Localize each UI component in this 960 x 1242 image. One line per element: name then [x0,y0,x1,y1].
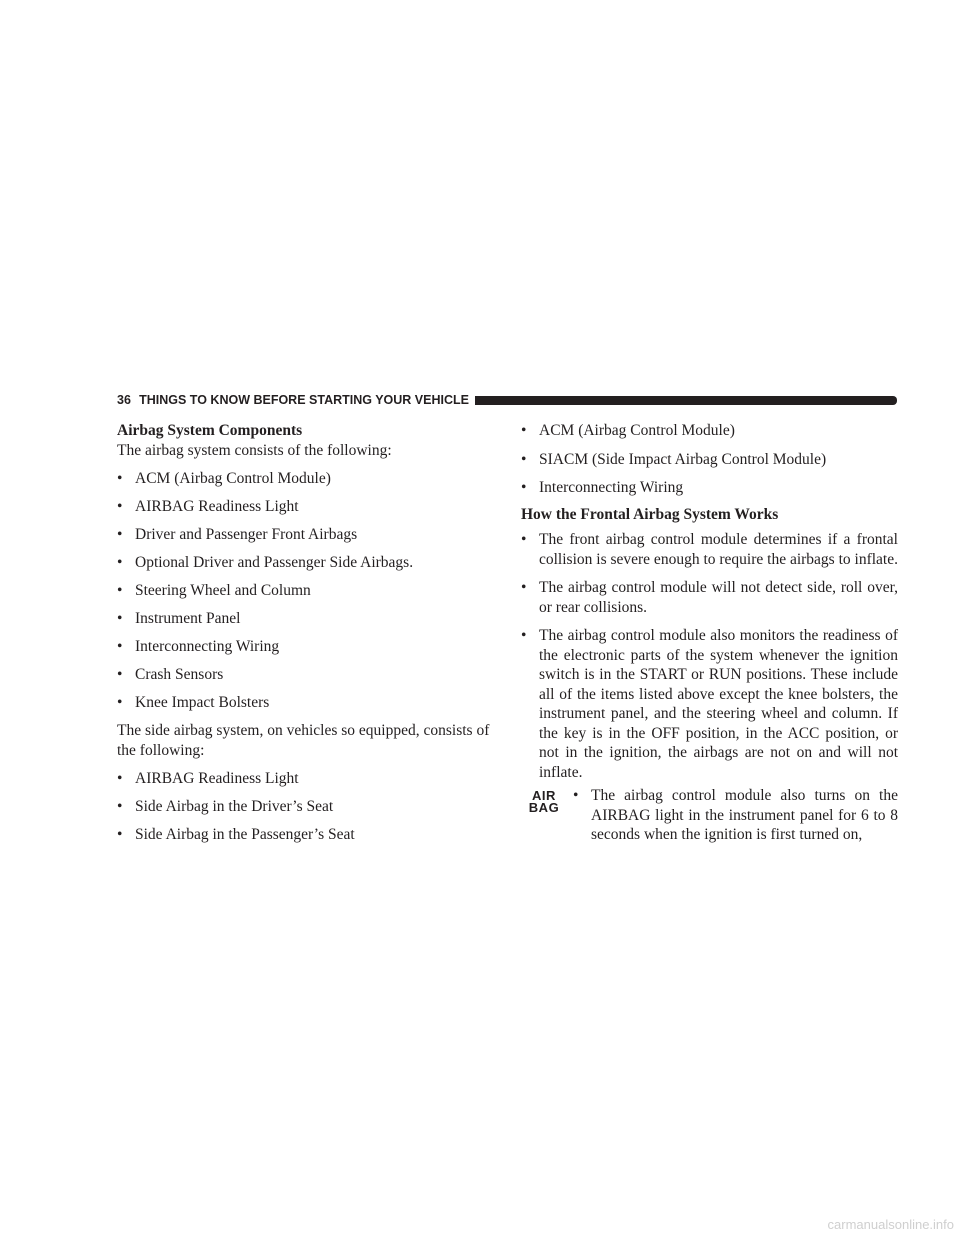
page-number: 36 [117,393,132,407]
list-item: • SIACM (Side Impact Airbag Control Module) [521,450,898,470]
list-item: • Interconnecting Wiring [521,478,898,498]
list-item: • The airbag control module will not detect side, roll over, or rear collisions. [521,578,898,617]
list-item: • The front airbag control module determines if a frontal collision is severe enough to require the airbags to inflate. [521,530,898,569]
list-item: • Knee Impact Bolsters [117,693,492,713]
airbag-icon-line2: BAG [528,800,560,815]
list-item: • Side Airbag in the Driver’s Seat [117,797,492,817]
frontal-airbag-list [521,530,898,782]
list-item: • Instrument Panel [117,609,492,629]
components-list [117,469,492,713]
list-item: • Driver and Passenger Front Airbags [117,525,492,545]
list-item: • AIRBAG Readiness Light [117,497,492,517]
list-item: • Steering Wheel and Column [117,581,492,601]
side-system-intro: The side airbag system, on vehicles so equipped, consists of the following: [117,722,490,759]
airbag-light-list [521,786,898,845]
airbag-icon-line1: AIR [532,788,556,803]
list-item: • ACM (Airbag Control Module) [117,469,492,489]
list-item: • Side Airbag in the Passenger’s Seat [117,825,492,845]
list-item: • Optional Driver and Passenger Side Airbags. [117,553,492,573]
list-item: • Interconnecting Wiring [117,637,492,657]
side-components-list [117,769,492,845]
continued-list [521,421,898,498]
list-item: • The airbag control module also monitors the readiness of the electronic parts of the system whenever the ignition switch is in the START or RUN positions. These include all of the items listed above except the knee bolsters, the instrument panel, and the steering wheel and column. If the key is in the OFF position, in the ACC position, or not in the ignition, the airbags are not on and will not inflate. [521,626,898,782]
list-item: • ACM (Airbag Control Module) [521,421,898,441]
frontal-airbag-heading: How the Frontal Airbag System Works [521,505,779,523]
watermark: carmanualsonline.info [827,1217,954,1232]
left-column [117,421,492,845]
header-rule [475,396,897,405]
chapter-title: THINGS TO KNOW BEFORE STARTING YOUR VEHICLE [139,393,469,407]
components-intro: The airbag system consists of the following: [117,441,392,459]
components-heading: Airbag System Components [117,422,303,439]
list-item: • The airbag control module also turns on the AIRBAG light in the instrument panel for 6 to 8 seconds when the ignition is first turned on, [573,786,898,845]
list-item: • AIRBAG Readiness Light [117,769,492,789]
right-column [521,421,898,845]
airbag-warning-icon [527,790,561,814]
page-header [117,392,897,408]
list-item: • Crash Sensors [117,665,492,685]
airbag-light-row [521,786,898,845]
